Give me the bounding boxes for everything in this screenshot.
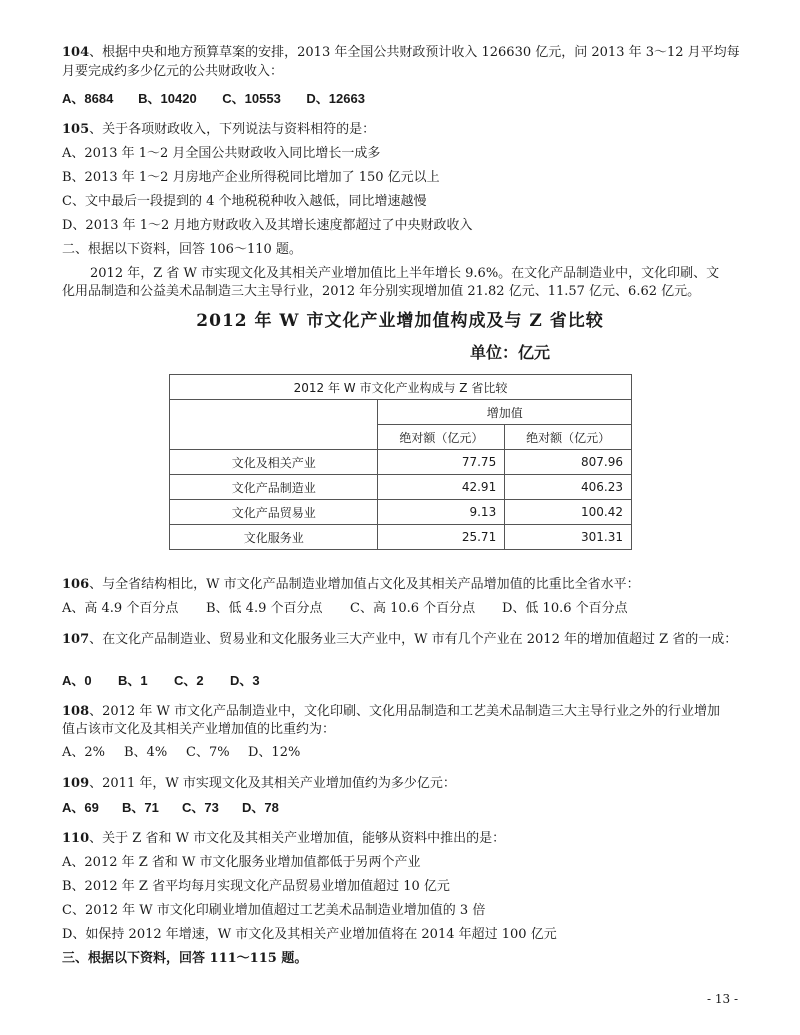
option-c: C、7% <box>186 745 230 760</box>
option-a: A、高 4.9 个百分点 <box>62 601 179 616</box>
question-number: 109 <box>62 776 90 791</box>
question-number: 106 <box>62 577 90 592</box>
option-c: C、73 <box>182 800 219 815</box>
question-107 <box>62 631 760 649</box>
option-d: D、2013 年 1～2 月地方财政收入及其增长速度都超过了中央财政收入 <box>62 218 473 233</box>
option-a: A、69 <box>62 800 99 815</box>
option-b: B、2013 年 1～2 月房地产企业所得税同比增加了 150 亿元以上 <box>62 170 440 185</box>
cell-value: 42.91 <box>378 475 505 500</box>
question-text-cont: 月要完成约多少亿元的公共财政收入： <box>62 64 284 79</box>
table-unit: 单位：亿元 <box>470 343 551 362</box>
option-a: A、2% <box>62 745 106 760</box>
question-number: 110 <box>62 831 90 846</box>
row-label: 文化及相关产业 <box>170 450 378 475</box>
option-d: D、12% <box>248 745 301 760</box>
option-d: D、如保持 2012 年增速，W 市文化及其相关产业增加值将在 2014 年超过 100 亿元 <box>62 927 557 942</box>
question-105 <box>62 121 760 139</box>
cell-value: 100.42 <box>505 500 632 525</box>
option-b: B、2012 年 Z 省平均每月实现文化产品贸易业增加值超过 10 亿元 <box>62 879 450 894</box>
cell-value: 807.96 <box>505 450 632 475</box>
table-caption: 2012 年 W 市文化产业构成与 Z 省比较 <box>170 375 632 400</box>
section-heading: 二、根据以下资料，回答 106～110 题。 <box>62 242 302 257</box>
option-a: A、2013 年 1～2 月全国公共财政收入同比增长一成多 <box>62 146 381 161</box>
column-header: 绝对额（亿元） <box>505 425 632 450</box>
question-text: 、关于 Z 省和 W 市文化及其相关产业增加值，能够从资料中推出的是： <box>89 831 506 846</box>
paragraph-cont: 化用品制造和公益美术品制造三大主导行业，2012 年分别实现增加值 21.82 亿元、11.57 亿元、6.62 亿元。 <box>62 284 701 299</box>
row-label: 文化产品制造业 <box>170 475 378 500</box>
option-d: D、低 10.6 个百分点 <box>502 601 628 616</box>
options-107 <box>62 672 760 691</box>
row-label: 文化服务业 <box>170 525 378 550</box>
question-number: 104 <box>62 45 90 60</box>
option-d: D、3 <box>230 673 260 688</box>
paragraph: 2012 年，Z 省 W 市实现文化及其相关产业增加值比上半年增长 9.6%。在文化产品制造业中，文化印刷、文 <box>90 266 720 281</box>
question-text: 、根据中央和地方预算草案的安排，2013 年全国公共财政预计收入 126630 亿元，问 2013 年 3～12 月平均每 <box>89 45 740 60</box>
option-c: C、2 <box>174 673 204 688</box>
option-a: A、2012 年 Z 省和 W 市文化服务业增加值都低于另两个产业 <box>62 855 421 870</box>
data-table <box>169 374 632 550</box>
options-108 <box>62 744 760 762</box>
table-row <box>170 450 632 475</box>
option-b: B、71 <box>122 800 159 815</box>
option-c: C、高 10.6 个百分点 <box>350 601 476 616</box>
question-text: 、在文化产品制造业、贸易业和文化服务业三大产业中，W 市有几个产业在 2012 年的增加值超过 Z 省的一成： <box>89 632 738 647</box>
option-d: D、12663 <box>306 91 365 106</box>
question-text: 、2012 年 W 市文化产品制造业中，文化印刷、文化用品制造和工艺美术品制造三大主导行业之外的行业增加 <box>89 704 720 719</box>
table-caption-row <box>170 375 632 400</box>
group-header: 增加值 <box>378 400 632 425</box>
cell-value: 406.23 <box>505 475 632 500</box>
option-a: A、0 <box>62 673 92 688</box>
question-text-cont: 值占该市文化及其相关产业增加值的比重约为： <box>62 722 336 737</box>
table-row <box>170 525 632 550</box>
question-text: 、与全省结构相比，W 市文化产品制造业增加值占文化及其相关产品增加值的比重比全省水平： <box>89 577 640 592</box>
question-number: 108 <box>62 704 90 719</box>
question-number: 107 <box>62 632 90 647</box>
column-header: 绝对额（亿元） <box>378 425 505 450</box>
question-text: 、2011 年，W 市实现文化及其相关产业增加值约为多少亿元： <box>89 776 456 791</box>
question-109 <box>62 775 760 793</box>
table-row <box>170 475 632 500</box>
row-label: 文化产品贸易业 <box>170 500 378 525</box>
section-heading: 三、根据以下资料，回答 111～115 题。 <box>62 951 308 966</box>
options-109 <box>62 799 760 818</box>
cell-value: 25.71 <box>378 525 505 550</box>
option-c: C、2012 年 W 市文化印刷业增加值超过工艺美术品制造业增加值的 3 倍 <box>62 903 486 918</box>
options-104 <box>62 90 760 109</box>
option-b: B、10420 <box>138 91 197 106</box>
page-number: - 13 - <box>706 992 738 1006</box>
option-b: B、低 4.9 个百分点 <box>206 601 323 616</box>
question-text: 、关于各项财政收入，下列说法与资料相符的是： <box>89 122 376 137</box>
cell-value: 301.31 <box>505 525 632 550</box>
question-104 <box>62 44 760 62</box>
question-number: 105 <box>62 122 90 137</box>
question-106 <box>62 576 760 594</box>
option-c: C、10553 <box>222 91 281 106</box>
option-a: A、8684 <box>62 91 114 106</box>
table-title: 2012 年 W 市文化产业增加值构成及与 Z 省比较 <box>196 311 604 331</box>
question-108 <box>62 703 760 721</box>
table-row <box>170 500 632 525</box>
cell-value: 9.13 <box>378 500 505 525</box>
table-corner-cell <box>170 400 378 450</box>
options-106 <box>62 600 760 618</box>
option-d: D、78 <box>242 800 279 815</box>
cell-value: 77.75 <box>378 450 505 475</box>
option-b: B、1 <box>118 673 148 688</box>
option-c: C、文中最后一段提到的 4 个地税税种收入越低，同比增速越慢 <box>62 194 427 209</box>
option-b: B、4% <box>124 745 168 760</box>
question-110 <box>62 830 760 848</box>
table-header-row <box>170 400 632 425</box>
